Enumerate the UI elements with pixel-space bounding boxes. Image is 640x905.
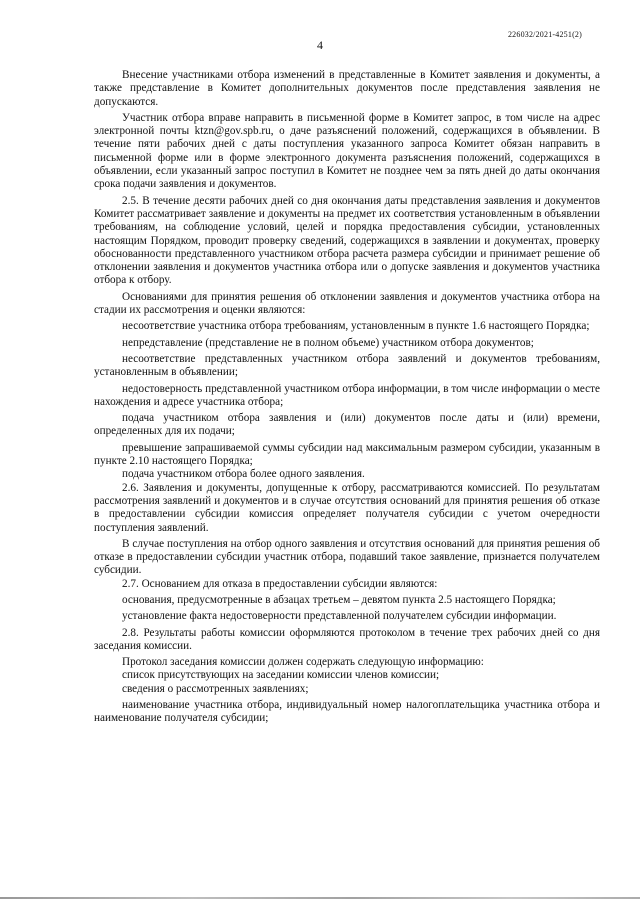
list-item-nonsubmission: непредставление (представление не в полном объеме) участником отбора документов; [122, 336, 534, 349]
paragraph-2-7: 2.7. Основанием для отказа в предоставлении субсидии являются: [122, 577, 438, 590]
paragraph-single-application: В случае поступления на отбор одного заявления и отсутствия оснований для принятия решения об отказе в предоставлении субсидии участник отбора, подавший такое заявление, признается получателем субсидии. [94, 537, 600, 577]
paragraph-2-5: 2.5. В течение десяти рабочих дней со дня окончания даты представления заявления и документов Комитет рассматривает заявление и документы на предмет их соответствия установленным в объявлении требованиям, на соблюдение условий, целей и порядка предоставления субсидии, установленных настоящим Порядком, проводит проверку сведений, содержащихся в заявлении и документах, проверку обоснованности представленного участником отбора расчета размера субсидии и принимает решение об отклонении заявления и документов участника отбора или о допуске заявления и документов участника отбора к отбору. [94, 194, 600, 287]
paragraph-changes-not-allowed: Внесение участниками отбора изменений в представленные в Комитет заявления и документы, а также представление в Комитет дополнительных документов после представления заявления не допускаются. [94, 69, 600, 108]
list-item-refusal-grounds: основания, предусмотренные в абзацах третьем – девятом пункта 2.5 настоящего Порядка; [122, 593, 556, 606]
list-item-noncompliance: несоответствие участника отбора требованиям, установленным в пункте 1.6 настоящего Порядка; [122, 320, 590, 333]
paragraph-clarification-request: Участник отбора вправе направить в письменной форме в Комитет запрос, в том числе на адрес электронной почты ktzn@gov.spb.ru, о даче разъяснений положений, содержащихся в объявлении. В течение пяти рабочих дней с даты поступления указанного запроса Комитет обязан направить в письменной форме или в форме электронного документа разъяснения положений, содержащихся в объявлении, если указанный запрос поступил в Комитет не позднее чем за пять дней до даты окончания срока подачи заявления и документов. [94, 111, 600, 191]
paragraph-2-6: 2.6. Заявления и документы, допущенные к отбору, рассматриваются комиссией. По результатам рассмотрения заявлений и документов и в случае отсутствия оснований для принятия решения об отказе в предоставлении субсидии комиссия определяет получателя субсидии с учетом очередности поступления заявлений. [94, 481, 600, 534]
list-item-amount-exceeded: превышение запрашиваемой суммы субсидии над максимальным размером субсидии, указанным в пункте 2.10 настоящего Порядка; [94, 441, 600, 468]
list-item-multiple-applications: подача участником отбора более одного заявления. [122, 468, 365, 481]
paragraph-rejection-grounds-intro: Основаниями для принятия решения об отклонении заявления и документов участника отбора на стадии их рассмотрения и оценки являются: [94, 290, 600, 317]
list-item-false-information: недостоверность представленной участником отбора информации, в том числе информации о месте нахождения и адресе участника отбора; [94, 382, 600, 408]
paragraph-2-8: 2.8. Результаты работы комиссии оформляются протоколом в течение трех рабочих дней со дня заседания комиссии. [94, 626, 600, 652]
list-item-attendees: список присутствующих на заседании комиссии членов комиссии; [122, 669, 440, 682]
list-item-applications-info: сведения о рассмотренных заявлениях; [122, 682, 309, 695]
list-item-false-info-established: установление факта недостоверности представленной получателем субсидии информации. [122, 610, 557, 623]
list-item-documents-mismatch: несоответствие представленных участником отбора заявлений и документов требованиям, установленным в объявлении; [94, 352, 600, 379]
scan-edge-line [0, 897, 640, 899]
list-item-participant-name: наименование участника отбора, индивидуальный номер налогоплательщика участника отбора и наименование получателя субсидии; [94, 699, 600, 725]
document-body [94, 69, 600, 726]
page-number: 4 [317, 38, 323, 52]
list-item-late-submission: подача участником отбора заявления и (или) документов после даты и (или) времени, определенных для их подачи; [94, 412, 600, 438]
document-registration-number: 226032/2021-4251(2) [507, 30, 582, 39]
paragraph-protocol-content: Протокол заседания комиссии должен содержать следующую информацию: [122, 656, 484, 669]
